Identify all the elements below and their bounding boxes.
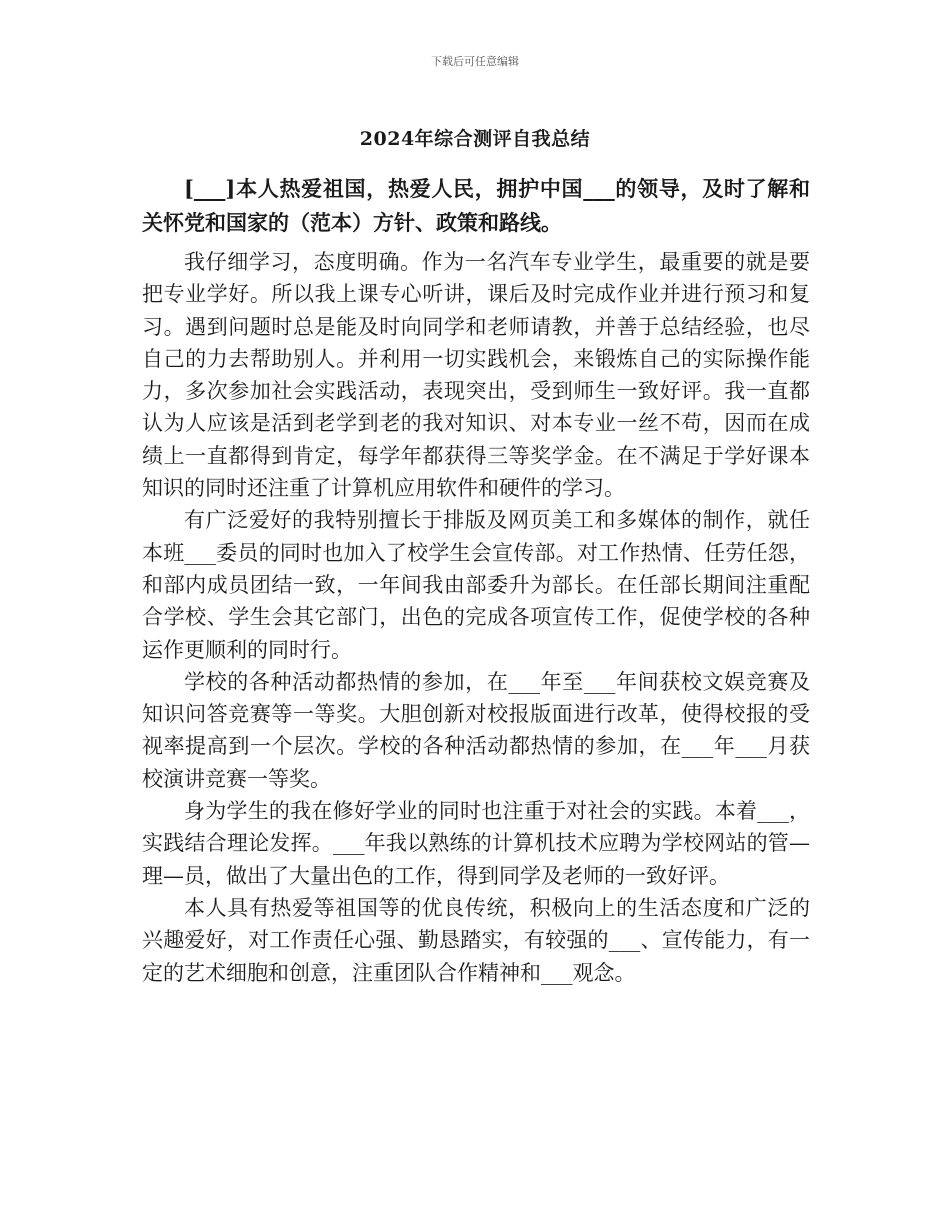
paragraph-summary: 本人具有热爱等祖国等的优良传统，积极向上的生活态度和广泛的兴趣爱好，对工作责任心强、勤恳踏实，有较强的___、宣传能力，有一定的艺术细胞和创意，注重团队合作精神和___观念。 [142,895,810,985]
document-body [142,172,810,989]
paragraph-intro: [___]本人热爱祖国，热爱人民，拥护中国___的领导，及时了解和关怀党和国家的（范本）方针、政策和路线。 [142,176,810,235]
paragraph-activities: 学校的各种活动都热情的参加，在___年至___年间获校文娱竞赛及知识问答竞赛等一等奖。大胆创新对校报版面进行改革，使得校报的受视率提高到一个层次。学校的各种活动都热情的参加，在___年___月获校演讲竞赛一等奖。 [142,669,810,791]
header-note: 下载后可任意编辑 [431,55,519,68]
paragraph-study: 我仔细学习，态度明确。作为一名汽车专业学生，最重要的就是要把专业学好。所以我上课专心听讲，课后及时完成作业并进行预习和复习。遇到问题时总是能及时向同学和老师请教，并善于总结经验，也尽自己的力去帮助别人。并利用一切实践机会，来锻炼自己的实际操作能力，多次参加社会实践活动，表现突出，受到师生一致好评。我一直都认为人应该是活到老学到老的我对知识、对本专业一丝不苟，因而在成绩上一直都得到肯定，每学年都获得三等奖学金。在不满足于学好课本知识的同时还注重了计算机应用软件和硬件的学习。 [142,250,810,501]
paragraph-practice: 身为学生的我在修好学业的同时也注重于对社会的实践。本着___，实践结合理论发挥。___年我以熟练的计算机技术应聘为学校网站的管—理—员，做出了大量出色的工作，得到同学及老师的一致好评。 [142,799,810,888]
page-title: 2024年综合测评自我总结 [359,128,591,150]
paragraph-hobbies: 有广泛爱好的我特别擅长于排版及网页美工和多媒体的制作，就任本班___委员的同时也加入了校学生会宣传部。对工作热情、任劳任怨，和部内成员团结一致，一年间我由部委升为部长。在任部长期间注重配合学校、学生会其它部门，出色的完成各项宣传工作，促使学校的各种运作更顺利的同时行。 [142,508,810,662]
